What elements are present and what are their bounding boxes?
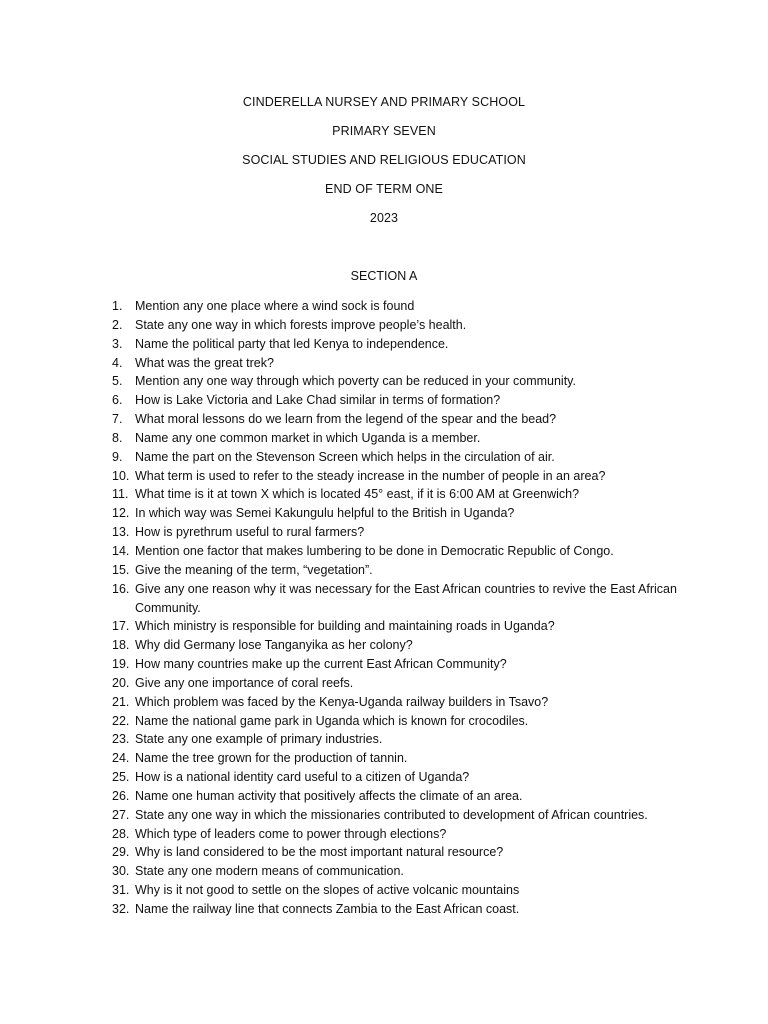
question-number: 31. (112, 883, 130, 898)
question-item (112, 335, 682, 354)
question-number: 23. (112, 732, 130, 747)
question-number: 8. (112, 430, 123, 445)
question-number: 4. (112, 355, 123, 370)
question-number: 14. (112, 543, 130, 558)
question-number: 29. (112, 845, 130, 860)
question-item (112, 843, 682, 862)
question-item (112, 881, 682, 900)
subject-title: SOCIAL STUDIES AND RELIGIOUS EDUCATION (242, 153, 526, 167)
question-text: Why did Germany lose Tanganyika as her colony? (135, 638, 413, 653)
question-number: 19. (112, 657, 130, 672)
question-text: Name the part on the Stevenson Screen which helps in the circulation of air. (135, 449, 555, 464)
question-text: Name the political party that led Kenya to independence. (135, 336, 449, 351)
question-number: 11. (112, 487, 129, 502)
question-number: 12. (112, 506, 130, 521)
question-item (112, 504, 682, 523)
question-item (112, 693, 682, 712)
question-number: 9. (112, 449, 123, 464)
question-item (112, 674, 682, 693)
question-text: What time is it at town X which is located 45° east, if it is 6:00 AM at Greenwich? (135, 487, 580, 502)
question-item (112, 467, 682, 486)
question-number: 16. (112, 581, 130, 596)
question-text: State any one way in which the missionaries contributed to development of African countries. (135, 807, 648, 822)
question-number: 20. (112, 675, 130, 690)
question-item (112, 825, 682, 844)
question-item (112, 787, 682, 806)
question-text: Name the railway line that connects Zambia to the East African coast. (135, 902, 520, 916)
question-number: 26. (112, 788, 130, 803)
question-number: 28. (112, 826, 130, 841)
question-text: Why is land considered to be the most important natural resource? (135, 845, 504, 860)
question-number: 17. (112, 619, 130, 634)
question-list (112, 297, 682, 919)
question-text: Give any one importance of coral reefs. (135, 675, 354, 690)
question-item (112, 768, 682, 787)
question-number: 21. (112, 694, 130, 709)
question-number: 30. (112, 864, 130, 879)
question-item (112, 617, 682, 636)
question-item (112, 749, 682, 768)
exam-year: 2023 (369, 211, 399, 225)
question-text: How many countries make up the current East African Community? (135, 657, 507, 672)
question-number: 24. (112, 751, 130, 766)
school-name: CINDERELLA NURSEY AND PRIMARY SCHOOL (242, 95, 526, 109)
question-item (112, 523, 682, 542)
question-number: 15. (112, 562, 130, 577)
question-item (112, 410, 682, 429)
question-text: State any one modern means of communication. (135, 864, 404, 879)
question-item (112, 862, 682, 881)
question-text: Mention any one way through which poverty can be reduced in your community. (135, 374, 576, 389)
question-text: What was the great trek? (135, 355, 274, 370)
question-text: Give any one reason why it was necessary for the East African countries to revive the East African Community. (135, 581, 677, 615)
question-number: 13. (112, 525, 130, 540)
question-item (112, 391, 682, 410)
question-item (112, 316, 682, 335)
question-item (112, 580, 682, 618)
question-text: Why is it not good to settle on the slopes of active volcanic mountains (135, 883, 520, 898)
question-text: Which problem was faced by the Kenya-Uganda railway builders in Tsavo? (135, 694, 549, 709)
question-number: 6. (112, 393, 123, 408)
question-item (112, 297, 682, 316)
question-item (112, 900, 682, 919)
question-text: Mention any one place where a wind sock is found (135, 299, 415, 313)
question-text: What term is used to refer to the steady increase in the number of people in an area? (135, 468, 606, 483)
question-item (112, 542, 682, 561)
question-text: How is a national identity card useful to a citizen of Uganda? (135, 770, 470, 785)
question-text: How is Lake Victoria and Lake Chad similar in terms of formation? (135, 393, 501, 408)
question-text: What moral lessons do we learn from the legend of the spear and the bead? (135, 412, 557, 427)
term-title: END OF TERM ONE (325, 182, 443, 196)
question-item (112, 372, 682, 391)
question-text: Give the meaning of the term, “vegetation”. (135, 562, 373, 577)
question-number: 32. (112, 902, 130, 916)
question-item (112, 730, 682, 749)
question-number: 2. (112, 317, 123, 332)
question-item (112, 655, 682, 674)
question-text: Which ministry is responsible for building and maintaining roads in Uganda? (135, 619, 555, 634)
question-number: 25. (112, 770, 130, 785)
question-text: Which type of leaders come to power through elections? (135, 826, 447, 841)
question-item (112, 485, 682, 504)
question-number: 27. (112, 807, 130, 822)
class-level: PRIMARY SEVEN (332, 124, 436, 138)
question-number: 22. (112, 713, 130, 728)
question-item (112, 636, 682, 655)
section-title: SECTION A (350, 269, 418, 283)
question-text: How is pyrethrum useful to rural farmers? (135, 525, 365, 540)
question-item (112, 448, 682, 467)
question-item (112, 429, 682, 448)
question-text: In which way was Semei Kakungulu helpful to the British in Uganda? (135, 506, 515, 521)
question-text: State any one way in which forests improve people’s health. (135, 317, 467, 332)
question-text: Name any one common market in which Uganda is a member. (135, 430, 481, 445)
question-item (112, 806, 682, 825)
question-number: 5. (112, 374, 123, 389)
question-number: 10. (112, 468, 130, 483)
question-text: Name the national game park in Uganda which is known for crocodiles. (135, 713, 529, 728)
question-text: Name one human activity that positively affects the climate of an area. (135, 788, 523, 803)
question-number: 1. (112, 299, 123, 313)
question-number: 3. (112, 336, 123, 351)
question-text: Mention one factor that makes lumbering to be done in Democratic Republic of Congo. (135, 543, 614, 558)
question-item (112, 354, 682, 373)
question-text: State any one example of primary industries. (135, 732, 383, 747)
question-text: Name the tree grown for the production of tannin. (135, 751, 408, 766)
question-number: 18. (112, 638, 130, 653)
question-number: 7. (112, 412, 123, 427)
question-item (112, 712, 682, 731)
question-item (112, 561, 682, 580)
